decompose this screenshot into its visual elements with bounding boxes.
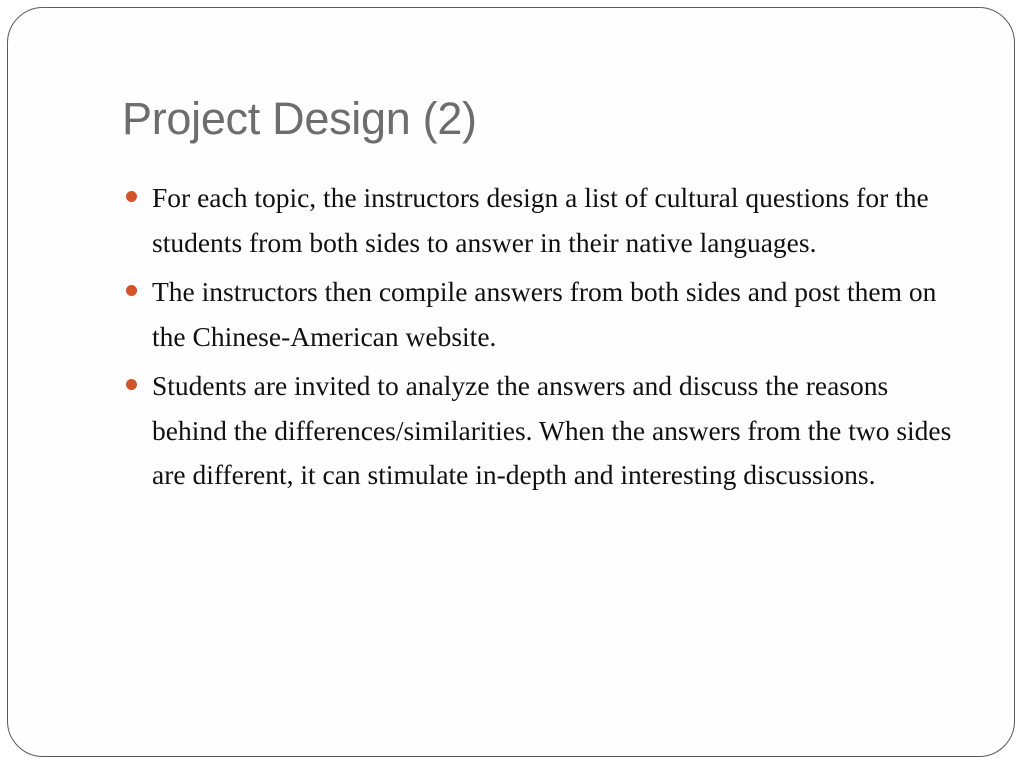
bullet-text: Students are invited to analyze the answers and discuss the reasons behind the differences/similarities. When the answers from the two sides are different, it can stimulate in-depth and interesting discussions.	[152, 370, 952, 490]
bullet-text: The instructors then compile answers from both sides and post them on the Chinese-American website.	[152, 276, 937, 352]
slide-title: Project Design (2)	[122, 93, 477, 144]
slide	[7, 7, 1015, 757]
bullet-item	[122, 270, 952, 359]
bullet-list	[122, 176, 952, 503]
bullet-text: For each topic, the instructors design a list of cultural questions for the students from both sides to answer in their native languages.	[152, 182, 929, 258]
bullet-item	[122, 176, 952, 265]
bullet-dot-icon	[126, 191, 137, 202]
bullet-item	[122, 364, 952, 498]
bullet-dot-icon	[126, 379, 137, 390]
bullet-dot-icon	[126, 285, 137, 296]
